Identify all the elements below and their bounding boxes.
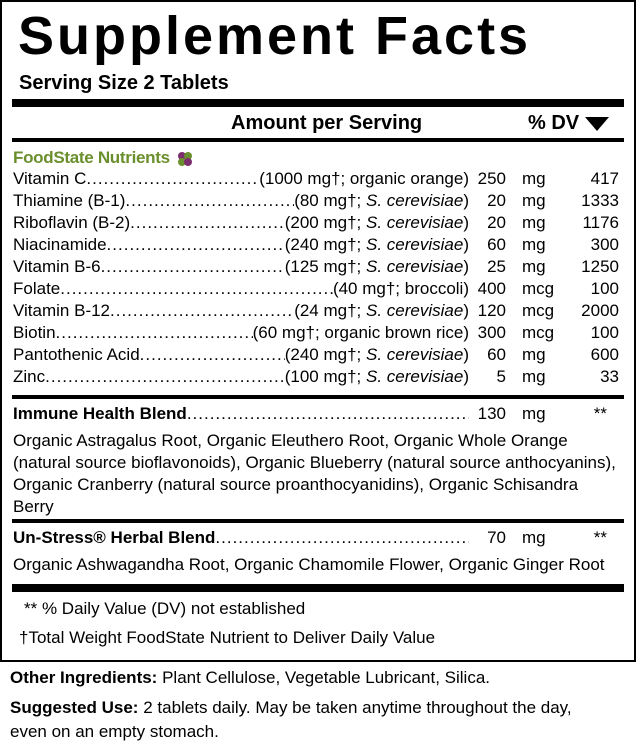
thick-divider xyxy=(12,99,624,107)
unstress-blend-dv: ** xyxy=(593,528,607,547)
immune-blend-amount: 130 xyxy=(477,404,506,423)
serving-size: Serving Size 2 Tablets xyxy=(19,72,229,94)
nutrient-name: Riboflavin (B-2) xyxy=(13,213,131,232)
nutrient-name: Biotin xyxy=(13,323,56,342)
immune-blend-row xyxy=(13,404,618,426)
unstress-blend-unit: mg xyxy=(522,528,546,547)
leader-dots xyxy=(125,191,294,211)
nutrient-row xyxy=(13,257,618,279)
nutrient-source: (240 mg†; S. cerevisiae) xyxy=(284,235,469,254)
nutrient-name: Niacinamide xyxy=(13,235,107,254)
suggested-use-text: 2 tablets daily. May be taken anytime throughout the day, even on an empty stomach. xyxy=(10,698,572,741)
nutrient-row xyxy=(13,367,618,389)
nutrient-amount: 20 xyxy=(487,213,506,232)
amount-per-serving-header: Amount per Serving xyxy=(231,112,423,134)
nutrient-dv: 33 xyxy=(600,367,619,386)
leader-dots xyxy=(101,257,285,277)
dv-header-label: % DV xyxy=(528,112,580,134)
nutrient-unit: mg xyxy=(522,235,546,254)
suggested-use-label: Suggested Use: xyxy=(10,698,139,717)
blend-divider xyxy=(12,519,624,523)
nutrient-unit: mcg xyxy=(522,323,555,342)
footer-divider xyxy=(12,584,624,592)
nutrient-row xyxy=(13,213,618,235)
other-ingredients-label: Other Ingredients: xyxy=(10,668,158,687)
leader-dots xyxy=(130,213,285,233)
nutrient-dv: 100 xyxy=(590,323,619,342)
nutrient-name: Zinc xyxy=(13,367,46,386)
nutrient-amount: 20 xyxy=(487,191,506,210)
nutrient-unit: mg xyxy=(522,345,546,364)
nutrient-amount: 60 xyxy=(487,235,506,254)
nutrient-source: (40 mg†; broccoli) xyxy=(332,279,469,298)
nutrient-row xyxy=(13,191,618,213)
nutrient-dv: 1333 xyxy=(581,191,619,210)
nutrient-name: Vitamin B-12 xyxy=(13,301,111,320)
nutrient-name: Folate xyxy=(13,279,61,298)
dagger-footnote: †Total Weight FoodState Nutrient to Deliver Daily Value xyxy=(19,628,436,647)
nutrient-amount: 300 xyxy=(477,323,506,342)
nutrient-dv: 2000 xyxy=(581,301,619,320)
immune-blend-ingredients: Organic Astragalus Root, Organic Eleuthero Root, Organic Whole Orange (natural source bioflavonoids), Organic Blueberry (natural source anthocyanins), Organic Cranberry (natural source proanthocyanidins), Organic Schisandra Berry xyxy=(13,431,616,516)
nutrient-amount: 250 xyxy=(477,169,506,188)
nutrient-amount: 400 xyxy=(477,279,506,298)
nutrient-name: Thiamine (B-1) xyxy=(13,191,126,210)
nutrient-unit: mcg xyxy=(522,301,555,320)
nutrient-row xyxy=(13,345,618,367)
leader-dots xyxy=(187,404,469,424)
nutrient-unit: mg xyxy=(522,367,546,386)
other-ingredients-text: Plant Cellulose, Vegetable Lubricant, Silica. xyxy=(157,668,491,687)
leader-dots xyxy=(56,323,253,343)
nutrient-source: (125 mg†; S. cerevisiae) xyxy=(284,257,469,276)
header-divider xyxy=(12,138,624,142)
suggested-use xyxy=(10,696,610,744)
nutrient-source: (100 mg†; S. cerevisiae) xyxy=(284,367,469,386)
nutrient-name: Pantothenic Acid xyxy=(13,345,140,364)
nutrient-amount: 5 xyxy=(496,367,506,386)
nutrient-name: Vitamin B-6 xyxy=(13,257,101,276)
panel-title: Supplement Facts xyxy=(18,6,532,66)
nutrient-unit: mcg xyxy=(522,279,555,298)
nutrient-source: (24 mg†; S. cerevisiae) xyxy=(294,301,469,320)
other-ingredients xyxy=(10,666,610,690)
unstress-blend-name: Un-Stress® Herbal Blend xyxy=(13,528,216,547)
immune-blend-dv: ** xyxy=(593,404,607,423)
leader-dots xyxy=(86,169,259,189)
unstress-blend-row xyxy=(13,528,618,550)
unstress-blend-ingredients: Organic Ashwagandha Root, Organic Chamomile Flower, Organic Ginger Root xyxy=(13,555,605,574)
nutrients-divider xyxy=(12,395,624,399)
leader-dots xyxy=(110,301,294,321)
nutrient-unit: mg xyxy=(522,257,546,276)
immune-blend-unit: mg xyxy=(522,404,546,423)
nutrient-source: (200 mg†; S. cerevisiae) xyxy=(284,213,469,232)
foodstate-leaf-icon xyxy=(177,151,193,167)
leader-dots xyxy=(107,235,285,255)
unstress-blend-amount: 70 xyxy=(487,528,506,547)
nutrient-row xyxy=(13,235,618,257)
leader-dots xyxy=(45,367,285,387)
leader-dots xyxy=(140,345,285,365)
foodstate-heading xyxy=(13,148,193,168)
nutrient-dv: 417 xyxy=(590,169,619,188)
leader-dots xyxy=(215,528,469,548)
immune-blend-name: Immune Health Blend xyxy=(13,404,187,423)
nutrient-row xyxy=(13,301,618,323)
nutrient-unit: mg xyxy=(522,213,546,232)
nutrient-dv: 100 xyxy=(590,279,619,298)
nutrient-amount: 60 xyxy=(487,345,506,364)
nutrient-row xyxy=(13,279,618,301)
nutrient-name: Vitamin C xyxy=(13,169,87,188)
nutrient-source: (240 mg†; S. cerevisiae) xyxy=(284,345,469,364)
nutrient-amount: 120 xyxy=(477,301,506,320)
nutrient-dv: 600 xyxy=(590,345,619,364)
nutrient-source: (1000 mg†; organic orange) xyxy=(259,169,469,188)
nutrient-row xyxy=(13,169,618,191)
dv-header xyxy=(528,112,609,135)
nutrient-dv: 1250 xyxy=(581,257,619,276)
triangle-down-icon xyxy=(585,117,609,131)
foodstate-label: FoodState Nutrients xyxy=(13,148,170,167)
nutrient-dv: 1176 xyxy=(582,213,619,232)
nutrient-dv: 300 xyxy=(590,235,619,254)
nutrient-source: (80 mg†; S. cerevisiae) xyxy=(294,191,469,210)
nutrient-unit: mg xyxy=(522,191,546,210)
leader-dots xyxy=(60,279,333,299)
nutrient-amount: 25 xyxy=(487,257,506,276)
nutrient-row xyxy=(13,323,618,345)
dv-footnote: ** % Daily Value (DV) not established xyxy=(24,599,306,618)
nutrient-source: (60 mg†; organic brown rice) xyxy=(252,323,469,342)
nutrient-unit: mg xyxy=(522,169,546,188)
